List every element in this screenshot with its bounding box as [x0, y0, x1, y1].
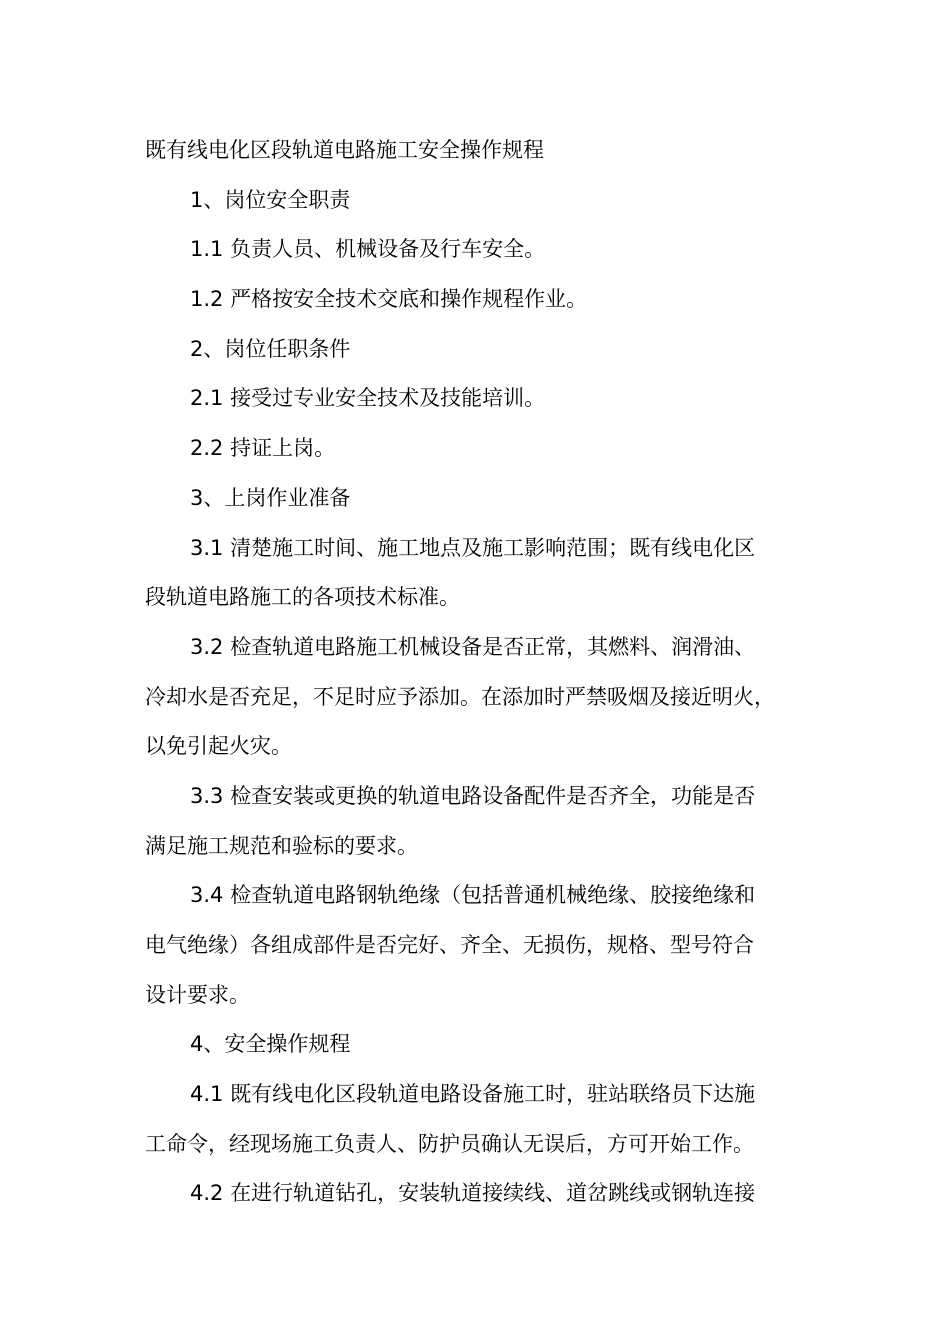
document-body	[145, 126, 820, 1219]
paragraph-1-2: 1.2 严格按安全技术交底和操作规程作业。	[190, 287, 588, 312]
paragraph-3-4-line-1: 3.4 检查轨道电路钢轨绝缘（包括普通机械绝缘、胶接绝缘和	[190, 883, 756, 908]
paragraph-4-1-line-2: 工命令，经现场施工负责人、防护员确认无误后，方可开始工作。	[145, 1131, 754, 1156]
paragraph-3-4-line-3: 设计要求。	[145, 982, 250, 1007]
paragraph-3-2-line-1: 3.2 检查轨道电路施工机械设备是否正常，其燃料、润滑油、	[190, 634, 756, 659]
paragraph-4-2-line-1: 4.2 在进行轨道钻孔，安装轨道接续线、道岔跳线或钢轨连接	[190, 1181, 756, 1206]
section-heading-3: 3、上岗作业准备	[190, 485, 351, 510]
paragraph-3-3-line-2: 满足施工规范和验标的要求。	[145, 833, 418, 858]
paragraph-1-1: 1.1 负责人员、机械设备及行车安全。	[190, 237, 546, 262]
paragraph-3-3-line-1: 3.3 检查安装或更换的轨道电路设备配件是否齐全，功能是否	[190, 783, 756, 808]
document-title: 既有线电化区段轨道电路施工安全操作规程	[145, 138, 544, 162]
section-heading-2: 2、岗位任职条件	[190, 336, 351, 361]
paragraph-3-1-line-2: 段轨道电路施工的各项技术标准。	[145, 585, 460, 610]
section-heading-4: 4、安全操作规程	[190, 1032, 351, 1057]
paragraph-2-2: 2.2 持证上岗。	[190, 436, 336, 461]
section-heading-1: 1、岗位安全职责	[190, 187, 351, 212]
paragraph-3-2-line-2: 冷却水是否充足，不足时应予添加。在添加时严禁吸烟及接近明火，	[145, 684, 775, 709]
paragraph-4-1-line-1: 4.1 既有线电化区段轨道电路设备施工时，驻站联络员下达施	[190, 1082, 756, 1107]
paragraph-2-1: 2.1 接受过专业安全技术及技能培训。	[190, 386, 546, 411]
paragraph-3-1-line-1: 3.1 清楚施工时间、施工地点及施工影响范围；既有线电化区	[190, 535, 756, 560]
paragraph-3-2-line-3: 以免引起火灾。	[145, 734, 292, 759]
paragraph-3-4-line-2: 电气绝缘）各组成部件是否完好、齐全、无损伤，规格、型号符合	[145, 933, 754, 957]
